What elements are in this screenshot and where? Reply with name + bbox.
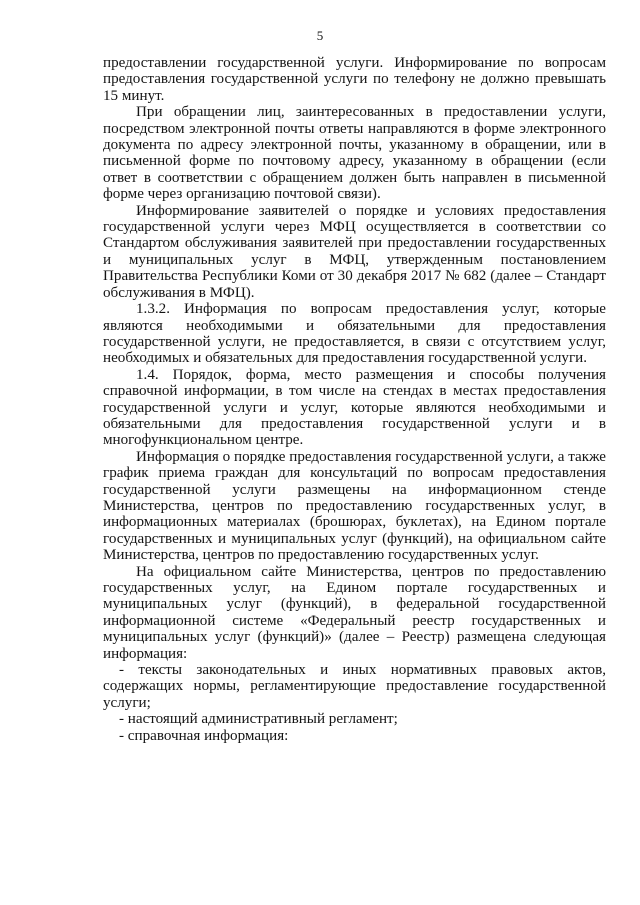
paragraph-email-requests: При обращении лиц, заинтересованных в предоставлении услуги, посредством электронной почты ответы направляются в форме электронного документа по адресу электронной почты, указанному в обращении, или в письменной форме по почтовому адресу, указанному в обращении (если ответ в соответствии с обращением должен быть направлен в письменной форме через организацию почтовой связи). <box>103 104 606 203</box>
paragraph-official-site: На официальном сайте Министерства, центров по предоставлению государственных услуг, на Едином портале государственных и муниципальных услуг (функций), в федеральной государственной информационной системе «Федеральный реестр государственных и муниципальных услуг (функций)» (далее – Реестр) размещена следующая информация: <box>103 563 606 662</box>
bullet-legal-acts: - тексты законодательных и иных нормативных правовых актов, содержащих нормы, регламентирующие предоставление государственной услуги; <box>103 662 606 711</box>
paragraph-mfc-informing: Информирование заявителей о порядке и условиях предоставления государственной услуги через МФЦ осуществляется в соответствии со Стандартом обслуживания заявителей при предоставлении государственных и муниципальных услуг в МФЦ, утвержденным постановлением Правительства Республики Коми от 30 декабря 2017 № 682 (далее – Стандарт обслуживания в МФЦ). <box>103 202 606 301</box>
bullet-reference-info: - справочная информация: <box>119 727 289 744</box>
document-body <box>103 55 606 744</box>
page-number: 5 <box>316 28 324 43</box>
paragraph-info-placement: Информация о порядке предоставления государственной услуги, а также график приема граждан для консультаций по вопросам предоставления государственной услуги размещены на информационном стенде Министерства, центров по предоставлению государственных услуг, в информационных материалах (брошюрах, буклетах), на Едином портале государственных и муниципальных услуг (функций), на официальном сайте Министерства, центров по предоставлению государственных услуг. <box>103 448 606 564</box>
paragraph-phone-info: предоставлении государственной услуги. Информирование по вопросам предоставления государственной услуги по телефону не должно превышать 15 минут. <box>103 55 606 104</box>
paragraph-section-1-3-2: 1.3.2. Информация по вопросам предоставления услуг, которые являются необходимыми и обязательными для предоставления государственной услуги, не предоставляется, в связи с отсутствием услуг, необходимых и обязательных для предоставления государственной услуги. <box>103 301 606 367</box>
bullet-regulation: - настоящий административный регламент; <box>119 711 398 728</box>
paragraph-section-1-4: 1.4. Порядок, форма, место размещения и способы получения справочной информации, в том числе на стендах в местах предоставления государственной услуги и услуг, которые являются необходимыми и обязательными для предоставления государственной услуги и в многофункциональном центре. <box>103 366 606 449</box>
